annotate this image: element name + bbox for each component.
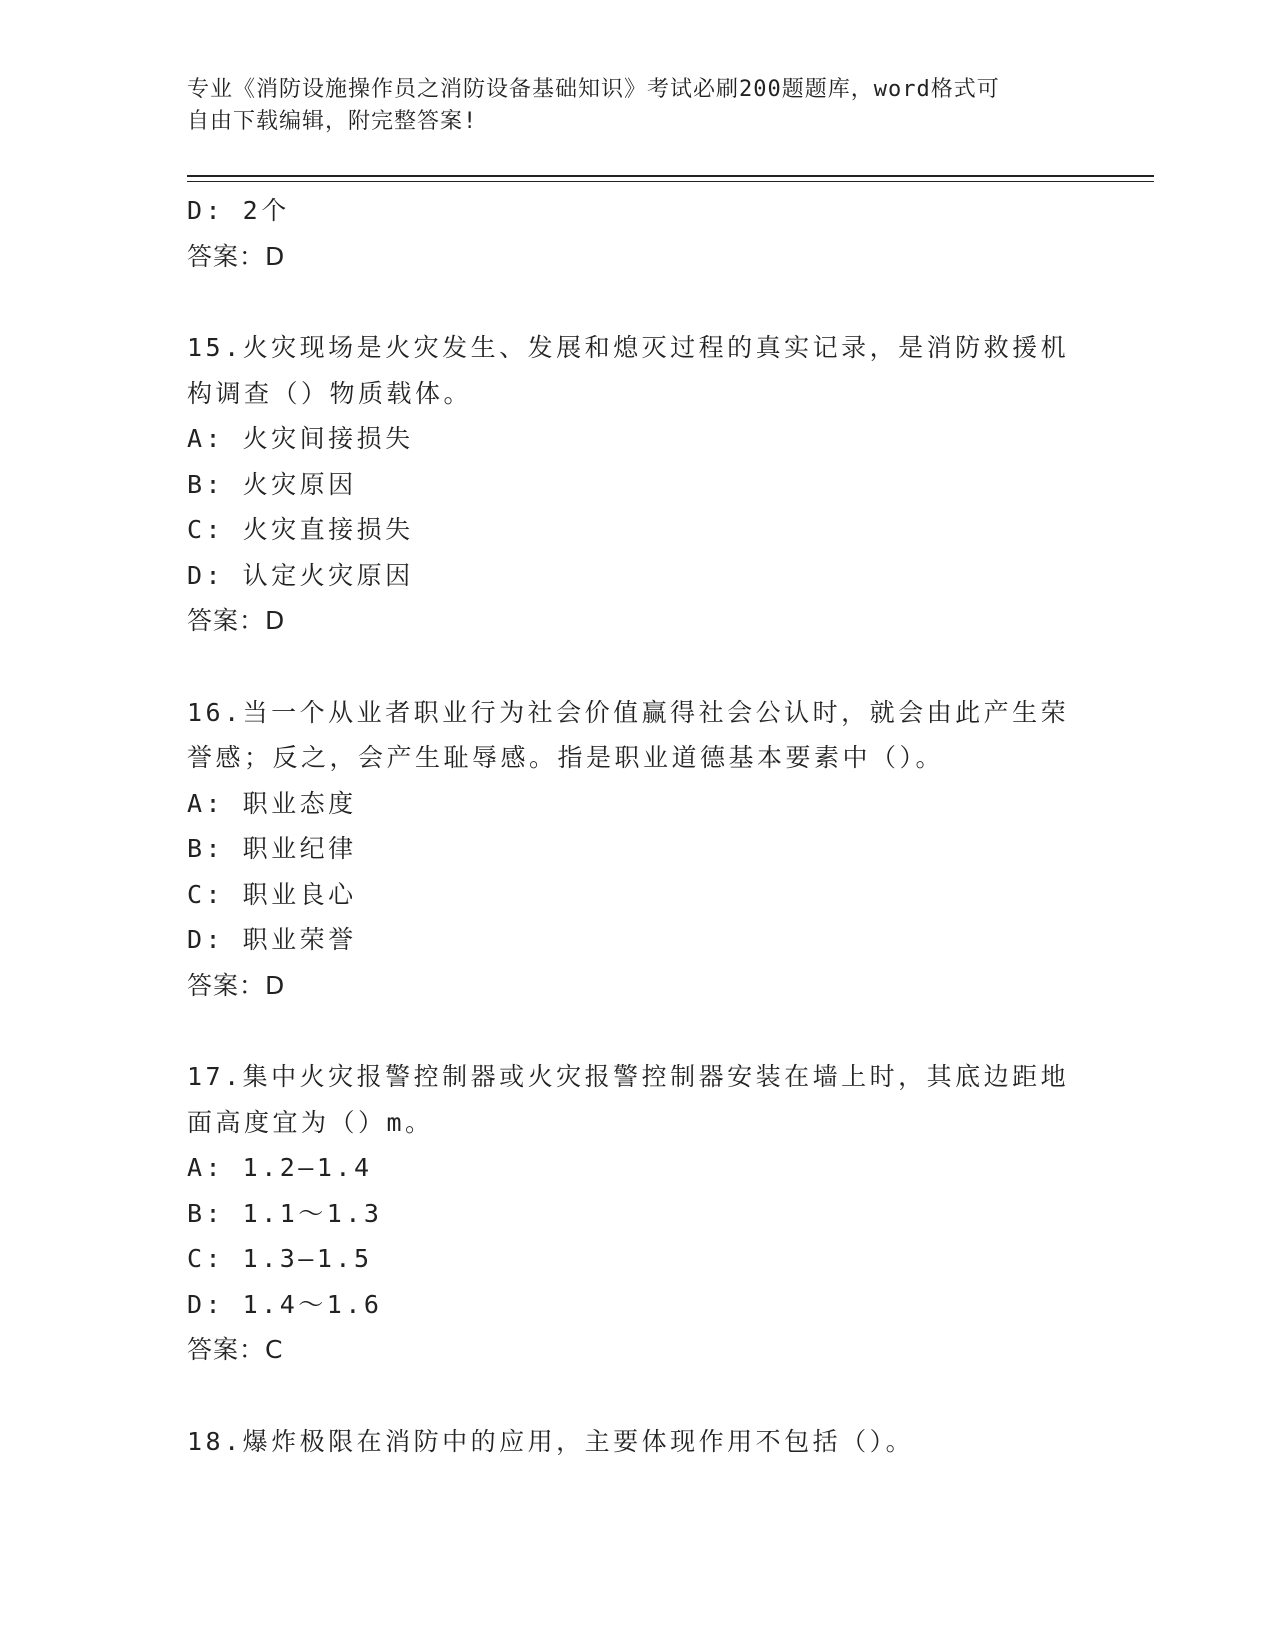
option-a: A: 1.2—1.4 xyxy=(187,1153,373,1182)
header-title-line-2: 自由下载编辑，附完整答案! xyxy=(187,109,478,134)
question-stem: 16.当一个从业者职业行为社会价值赢得社会公认时，就会由此产生荣 xyxy=(187,697,1070,727)
answer-line: 答案：D xyxy=(187,970,286,1000)
answer-line: 答案：D xyxy=(187,606,286,635)
option-b: B: 1.1～1.3 xyxy=(187,1198,383,1228)
option-b: B: 火灾原因 xyxy=(187,469,357,499)
question-stem: 15.火灾现场是火灾发生、发展和熄灭过程的真实记录，是消防救援机 xyxy=(187,333,1070,362)
question-18 xyxy=(187,1419,1087,1465)
question-stem: 誉感；反之，会产生耻辱感。指是职业道德基本要素中（）。 xyxy=(187,743,945,772)
header-title-line-1: 专业《消防设施操作员之消防设备基础知识》考试必刷200题题库，word格式可 xyxy=(187,77,1000,102)
option-b: B: 职业纪律 xyxy=(187,834,357,863)
document-header xyxy=(187,74,1067,138)
question-stem: 17.集中火灾报警控制器或火灾报警控制器安装在墙上时，其底边距地 xyxy=(187,1062,1070,1091)
previous-question-tail xyxy=(187,188,1087,279)
question-list xyxy=(187,188,1087,1464)
option-d: D: 认定火灾原因 xyxy=(187,560,414,590)
header-divider-thin xyxy=(187,181,1154,182)
option-a: A: 火灾间接损失 xyxy=(187,424,414,453)
answer-line: 答案：D xyxy=(187,241,286,271)
question-15 xyxy=(187,325,1087,644)
option-c: C: 1.3—1.5 xyxy=(187,1244,373,1273)
option-d: D: 职业荣誉 xyxy=(187,925,357,954)
option-a: A: 职业态度 xyxy=(187,788,357,818)
answer-line: 答案：C xyxy=(187,1335,284,1364)
option-d: D: 1.4～1.6 xyxy=(187,1289,383,1319)
option-c: C: 火灾直接损失 xyxy=(187,515,414,544)
question-stem: 面高度宜为（）m。 xyxy=(187,1107,434,1137)
question-stem: 18.爆炸极限在消防中的应用，主要体现作用不包括（）。 xyxy=(187,1426,915,1456)
question-stem: 构调查（）物质载体。 xyxy=(187,378,473,408)
option-d: D: 2个 xyxy=(187,196,290,225)
question-17 xyxy=(187,1054,1087,1373)
option-c: C: 职业良心 xyxy=(187,879,357,909)
question-16 xyxy=(187,690,1087,1009)
header-divider-thick xyxy=(187,175,1154,177)
